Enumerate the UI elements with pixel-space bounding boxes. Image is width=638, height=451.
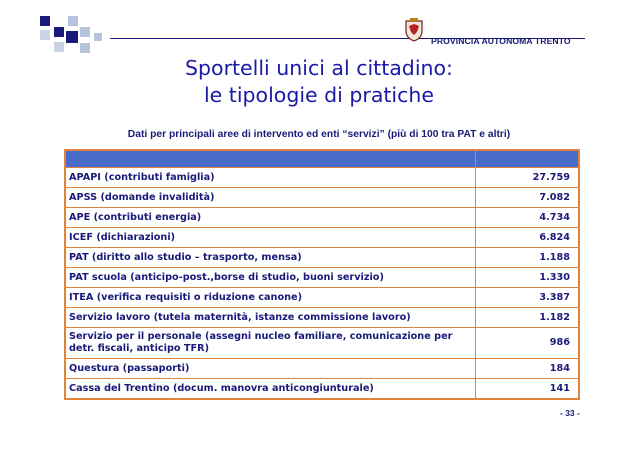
decor-square (40, 16, 50, 26)
row-value: 7.082 (475, 188, 579, 208)
row-value: 1.182 (475, 308, 579, 328)
table-row (65, 248, 579, 268)
table-row (65, 308, 579, 328)
table-caption: Dati per principali aree di intervento ed enti “servizi” (più di 100 tra PAT e altri) (127, 129, 511, 140)
row-label: APAPI (contributi famiglia) (65, 168, 475, 188)
row-value: 6.824 (475, 228, 579, 248)
page-title-line2: le tipologie di pratiche (203, 83, 435, 107)
decor-square (80, 43, 90, 53)
row-value: 4.734 (475, 208, 579, 228)
row-label: ITEA (verifica requisiti o riduzione canone) (65, 288, 475, 308)
organization-name: PROVINCIA AUTONOMA TRENTO (431, 36, 571, 46)
row-value: 184 (475, 359, 579, 379)
row-value: 3.387 (475, 288, 579, 308)
row-label: PAT (diritto allo studio – trasporto, mensa) (65, 248, 475, 268)
row-label: Cassa del Trentino (docum. manovra anticongiunturale) (65, 379, 475, 400)
table-header-cell (65, 150, 475, 168)
row-label: ICEF (dichiarazioni) (65, 228, 475, 248)
page-title-line1: Sportelli unici al cittadino: (185, 56, 453, 80)
row-value: 27.759 (475, 168, 579, 188)
decor-square (54, 42, 64, 52)
table-header-cell (475, 150, 579, 168)
decor-square (68, 16, 78, 26)
row-value: 1.330 (475, 268, 579, 288)
row-label: Servizio lavoro (tutela maternità, istanze commissione lavoro) (65, 308, 475, 328)
table-row (65, 188, 579, 208)
row-value: 1.188 (475, 248, 579, 268)
practices-table (64, 149, 578, 400)
table-row (65, 268, 579, 288)
table-row (65, 288, 579, 308)
table-row (65, 168, 579, 188)
decor-square (94, 33, 102, 41)
row-label: Servizio per il personale (assegni nucleo familiare, comunicazione per detr. fiscali, anticipo TFR) (65, 328, 475, 359)
page-number: - 33 - (560, 408, 580, 418)
row-label: PAT scuola (anticipo-post.,borse di studio, buoni servizio) (65, 268, 475, 288)
row-label: APSS (domande invalidità) (65, 188, 475, 208)
row-label: Questura (passaporti) (65, 359, 475, 379)
trento-crest-icon (404, 18, 424, 42)
table-header-row (65, 150, 579, 168)
row-label: APE (contributi energia) (65, 208, 475, 228)
table-row (65, 359, 579, 379)
table-row (65, 208, 579, 228)
row-value: 986 (475, 328, 579, 359)
table-row (65, 228, 579, 248)
table-row (65, 328, 579, 359)
row-value: 141 (475, 379, 579, 400)
decor-square (54, 27, 64, 37)
decor-square (66, 31, 78, 43)
decor-square (40, 30, 50, 40)
decor-square (80, 27, 90, 37)
table-row (65, 379, 579, 400)
